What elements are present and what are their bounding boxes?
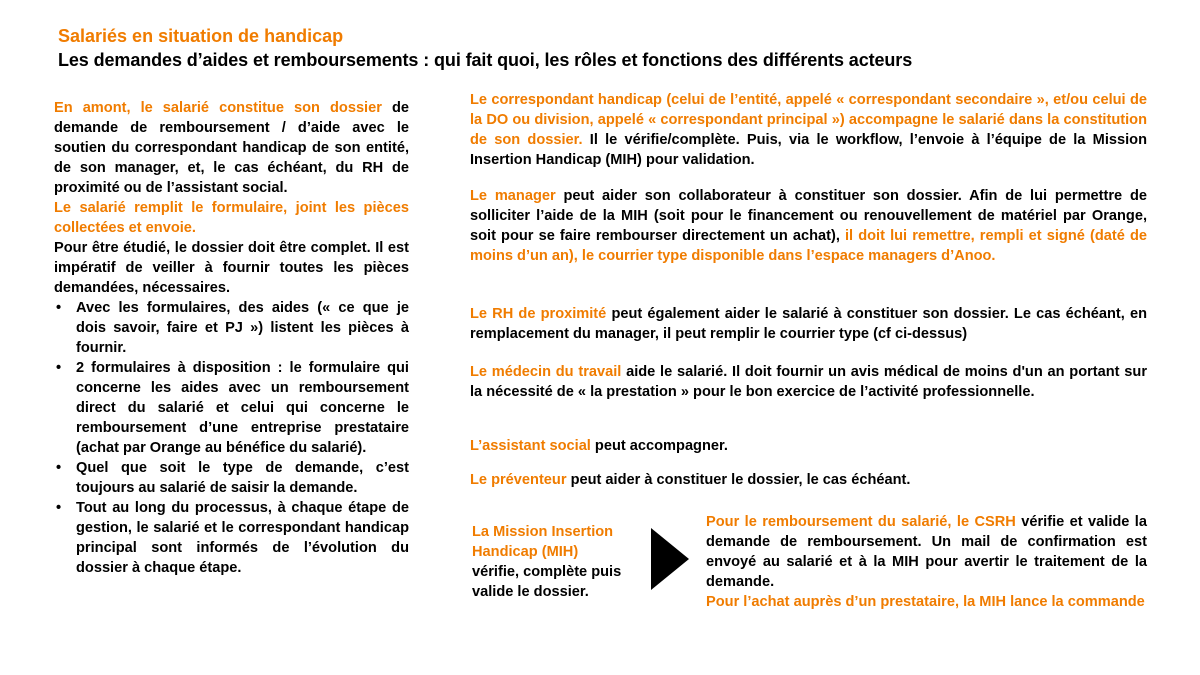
- submit-paragraph: Le salarié remplit le formulaire, joint les pièces collectées et envoie.: [54, 200, 409, 236]
- preventeur-paragraph: [470, 470, 1147, 490]
- left-column: [54, 98, 409, 578]
- list-item-text: 2 formulaires à disposition : le formulaire qui concerne les aides avec un remboursement direct du salarié et celui qui concerne le remboursement d’une entreprise prestataire (achat par Orange au bénéfice du salarié).: [76, 360, 409, 456]
- intro-paragraph: [54, 98, 409, 198]
- list-item: [54, 458, 409, 498]
- reimbursement-paragraph: [706, 512, 1147, 592]
- mih-title: La Mission Insertion Handicap (MIH): [472, 524, 614, 560]
- assistant-text: peut accompagner.: [590, 438, 728, 454]
- preventeur-text: peut aider à constituer le dossier, le cas échéant.: [566, 472, 911, 488]
- list-item: [54, 298, 409, 358]
- reimbursement-highlight: Pour le remboursement du salarié, le CSRH: [706, 514, 1016, 530]
- outcome-box: [706, 512, 1147, 612]
- assistant-paragraph: [470, 436, 1147, 456]
- mih-box: [472, 522, 652, 602]
- completeness-paragraph: Pour être étudié, le dossier doit être complet. Il est impératif de veiller à fournir toutes les pièces demandées, nécessaires.: [54, 240, 409, 296]
- rh-highlight: Le RH de proximité: [470, 306, 607, 322]
- purchase-paragraph: Pour l’achat auprès d’un prestataire, la MIH lance la commande: [706, 594, 1145, 610]
- intro-text: de demande de remboursement / d’aide avec le soutien du correspondant handicap de son entité, de son manager, et, le cas échéant, du RH de proximité ou de l’assistant social.: [54, 100, 409, 196]
- reimbursement-text: vérifie et valide la demande de remboursement. Un mail de confirmation est envoyé au salarié et à la MIH pour avertir le traitement de la demande.: [706, 514, 1147, 590]
- preventeur-highlight: Le préventeur: [470, 472, 567, 488]
- medecin-paragraph: [470, 362, 1147, 402]
- page-title: Salariés en situation de handicap: [58, 26, 344, 46]
- manager-highlight: Le manager: [470, 188, 556, 204]
- page-subtitle: Les demandes d’aides et remboursements : qui fait quoi, les rôles et fonctions des différents acteurs: [58, 50, 913, 70]
- medecin-text: aide le salarié. Il doit fournir un avis médical de moins d'un an portant sur la nécessité de « la prestation » pour le bon exercice de l’activité professionnelle.: [470, 364, 1148, 400]
- medecin-highlight: Le médecin du travail: [470, 364, 622, 380]
- assistant-highlight: L’assistant social: [470, 438, 591, 454]
- bullet-list: [54, 298, 409, 578]
- list-item: [54, 358, 409, 458]
- rh-paragraph: [470, 304, 1147, 344]
- bullet-icon: •: [56, 360, 62, 376]
- correspondant-paragraph: [470, 90, 1147, 170]
- intro-highlight: En amont, le salarié constitue son dossier: [54, 100, 382, 116]
- correspondant-highlight: Le correspondant handicap (celui de l’entité, appelé « correspondant secondaire », et/ou celui de la DO ou division, appelé « correspondant principal ») accompagne le salarié dans la constitution de son dossier.: [470, 92, 1147, 148]
- rh-text: peut également aider le salarié à constituer son dossier. Le cas échéant, en remplacement du manager, il peut remplir le courrier type (cf ci-dessus): [470, 306, 1147, 342]
- manager-paragraph: [470, 186, 1147, 266]
- list-item: [54, 498, 409, 578]
- manager-text: peut aider son collaborateur à constituer son dossier. Afin de lui permettre de solliciter l’aide de la MIH (soit pour le financement ou renouvellement de matériel par Orange, soit pour se faire rembourser directement un achat),: [470, 188, 1147, 244]
- bullet-icon: •: [56, 300, 62, 316]
- arrow-right-icon: [651, 528, 689, 590]
- mih-text: vérifie, complète puis valide le dossier.: [472, 564, 622, 600]
- list-item-text: Tout au long du processus, à chaque étape de gestion, le salarié et le correspondant handicap principal sont informés de l’évolution du dossier à chaque étape.: [76, 500, 409, 576]
- list-item-text: Avec les formulaires, des aides (« ce que je dois savoir, faire et PJ ») listent les pièces à fournir.: [76, 300, 409, 356]
- manager-highlight-2: il doit lui remettre, rempli et signé (daté de moins d’un an), le courrier type disponible dans l’espace managers d’Anoo.: [470, 228, 1147, 264]
- bullet-icon: •: [56, 500, 62, 516]
- list-item-text: Quel que soit le type de demande, c’est toujours au salarié de saisir la demande.: [76, 460, 409, 496]
- correspondant-text: Il le vérifie/complète. Puis, via le workflow, l’envoie à l’équipe de la Mission Insertion Handicap (MIH) pour validation.: [470, 132, 1147, 168]
- bullet-icon: •: [56, 460, 62, 476]
